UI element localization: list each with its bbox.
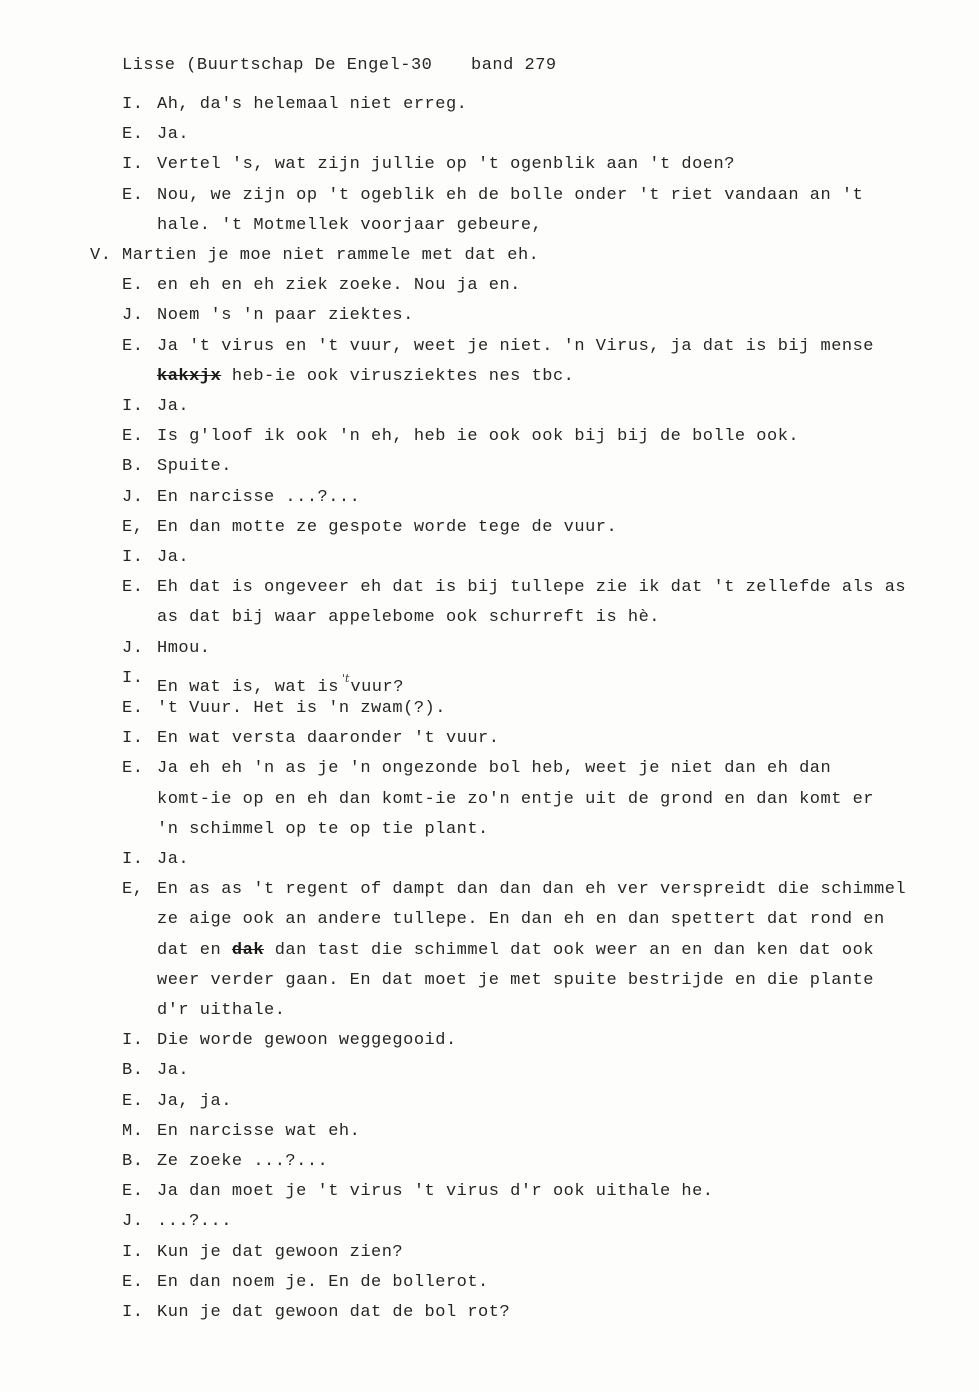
speaker-label: I. (122, 729, 144, 749)
speaker-label: I. (122, 668, 144, 688)
speaker-label: B. (122, 457, 144, 477)
speaker-label: E. (122, 185, 144, 205)
transcript-line (0, 573, 979, 603)
speaker-label: E. (122, 336, 144, 356)
transcript-line (0, 1117, 979, 1147)
utterance-text: Die worde gewoon weggegooid. (157, 1031, 457, 1051)
speaker-label: I. (122, 155, 144, 175)
speaker-label: V. (90, 246, 112, 265)
speaker-label: E. (122, 1182, 144, 1202)
transcript-line (0, 936, 979, 966)
utterance-text: En dan motte ze gespote worde tege de vuur. (157, 517, 618, 537)
utterance-text: d'r uithale. (157, 1001, 286, 1020)
speaker-label: I. (122, 95, 144, 114)
speaker-label: E. (122, 759, 144, 779)
speaker-label: E. (122, 1272, 144, 1292)
transcript-line (0, 90, 979, 120)
transcript-line (0, 996, 979, 1026)
transcript-line (0, 1238, 979, 1268)
transcript-line (0, 241, 979, 271)
transcript-line (0, 301, 979, 331)
utterance-segment: heb-ie ook virusziektes nes tbc. (221, 366, 575, 386)
utterance-text: En narcisse wat eh. (157, 1121, 361, 1141)
speaker-label: E. (122, 578, 144, 598)
utterance-text: Martien je moe niet rammele met dat eh. (122, 246, 540, 265)
utterance-text: Ja. (157, 397, 190, 416)
utterance-text: Ja. (157, 125, 190, 145)
transcript-line (0, 754, 979, 784)
speaker-label: B. (122, 1061, 144, 1081)
transcript-line (0, 815, 979, 845)
speaker-label: E. (122, 699, 144, 718)
utterance-text: Ja. (157, 850, 190, 869)
utterance-text: 'n schimmel op te op tie plant. (157, 819, 489, 839)
transcript-line (0, 362, 979, 392)
transcript-line (0, 875, 979, 905)
speaker-label: M. (122, 1121, 144, 1141)
utterance-text: ...?... (157, 1212, 232, 1232)
speaker-label: J. (122, 1212, 144, 1232)
utterance-segment: dat en (157, 940, 232, 960)
transcript-line (0, 634, 979, 664)
speaker-label: E. (122, 276, 144, 296)
utterance-text: Ja dan moet je 't virus 't virus d'r ook uithale he. (157, 1182, 714, 1202)
transcript-line (0, 785, 979, 815)
transcript-line (0, 1026, 979, 1056)
speaker-label: E, (122, 880, 144, 900)
transcript-line (0, 724, 979, 754)
transcript-line (0, 694, 979, 724)
speaker-label: J. (122, 638, 144, 658)
transcript-line (0, 452, 979, 482)
utterance-text: hale. 't Motmellek voorjaar gebeure, (157, 215, 543, 235)
overtyped-word: kakxjx (157, 366, 222, 386)
utterance-text: Kun je dat gewoon zien? (157, 1242, 404, 1262)
transcript-line (0, 1298, 979, 1328)
utterance-text: weer verder gaan. En dat moet je met spuite bestrijde en die plante (157, 970, 875, 990)
utterance-text: en eh en eh ziek zoeke. Nou ja en. (157, 276, 521, 296)
utterance-text: Ja eh eh 'n as je 'n ongezonde bol heb, weet je niet dan eh dan (157, 759, 832, 779)
transcript-line (0, 120, 979, 150)
transcript-line (0, 664, 979, 697)
transcript-line (0, 1268, 979, 1298)
utterance-text: Ze zoeke ...?... (157, 1152, 329, 1171)
utterance-text (157, 362, 574, 392)
recording-location: Lisse (Buurtschap De Engel-30 (122, 56, 433, 75)
speaker-label: J. (122, 487, 144, 507)
transcript-line (0, 1056, 979, 1086)
speaker-label: I. (122, 1303, 144, 1322)
utterance-text: Hmou. (157, 638, 211, 658)
transcript-line (0, 271, 979, 301)
overtyped-word: dak (231, 940, 265, 960)
utterance-text (157, 936, 874, 966)
utterance-text: Noem 's 'n paar ziektes. (157, 306, 414, 326)
utterance-text: Is g'loof ik ook 'n eh, heb ie ook ook bij bij de bolle ook. (157, 427, 800, 447)
transcript-line (0, 905, 979, 935)
transcript-line (0, 1177, 979, 1207)
utterance-text: Ja. (157, 548, 190, 567)
utterance-text: En wat versta daaronder 't vuur. (157, 729, 500, 749)
utterance-text: Kun je dat gewoon dat de bol rot? (157, 1303, 511, 1322)
speaker-label: E. (122, 427, 144, 447)
transcript-line (0, 422, 979, 452)
speaker-label: J. (122, 306, 144, 326)
utterance-text: 't Vuur. Het is 'n zwam(?). (157, 699, 446, 718)
utterance-text: komt-ie op en eh dan komt-ie zo'n entje uit de grond en dan komt er (157, 789, 875, 809)
utterance-text: ze aige ook an andere tullepe. En dan eh en dan spettert dat rond en (157, 910, 885, 930)
utterance-text: Ja, ja. (157, 1091, 232, 1111)
utterance-text: En as as 't regent of dampt dan dan dan eh ver verspreidt die schimmel (157, 880, 907, 900)
utterance-text: as dat bij waar appelebome ook schurreft is hè. (157, 608, 660, 628)
utterance-text: Nou, we zijn op 't ogeblik eh de bolle onder 't riet vandaan an 't (157, 185, 864, 205)
transcript-line (0, 513, 979, 543)
utterance-text: Vertel 's, wat zijn jullie op 't ogenblik aan 't doen? (157, 155, 735, 175)
utterance-text: Eh dat is ongeveer eh dat is bij tullepe zie ik dat 't zellefde als as (157, 578, 907, 598)
speaker-label: I. (122, 548, 144, 567)
speaker-label: I. (122, 1031, 144, 1051)
transcript-line (0, 845, 979, 875)
utterance-segment: En wat is, wat is (157, 677, 339, 697)
utterance-text: Ja 't virus en 't vuur, weet je niet. 'n Virus, ja dat is bij mense (157, 336, 875, 356)
speaker-label: I. (122, 1242, 144, 1262)
speaker-label: B. (122, 1152, 144, 1171)
speaker-label: I. (122, 850, 144, 869)
transcript-line (0, 966, 979, 996)
utterance-text: En dan noem je. En de bollerot. (157, 1272, 489, 1292)
transcript-line (0, 603, 979, 633)
transcript-line (0, 543, 979, 573)
transcript-line (0, 211, 979, 241)
utterance-text: Spuite. (157, 457, 232, 477)
transcript-body (0, 90, 979, 1350)
handwritten-insertion: 't (341, 671, 350, 685)
transcript-line (0, 483, 979, 513)
speaker-label: E. (122, 1091, 144, 1111)
utterance-text: Ah, da's helemaal niet erreg. (157, 95, 468, 114)
transcript-line (0, 150, 979, 180)
utterance-text: Ja. (157, 1061, 190, 1081)
document-header (0, 52, 979, 80)
utterance-segment: dan tast die schimmel dat ook weer an en dan ken dat ook (264, 940, 875, 960)
transcript-line (0, 1207, 979, 1237)
tape-number: band 279 (471, 56, 557, 75)
speaker-label: E. (122, 125, 144, 145)
speaker-label: I. (122, 397, 144, 416)
transcript-line (0, 1087, 979, 1117)
utterance-segment: vuur? (350, 677, 404, 697)
transcript-line (0, 181, 979, 211)
speaker-label: E, (122, 517, 144, 537)
utterance-text: En narcisse ...?... (157, 487, 361, 507)
transcript-line (0, 1147, 979, 1177)
transcript-line (0, 332, 979, 362)
transcript-line (0, 392, 979, 422)
